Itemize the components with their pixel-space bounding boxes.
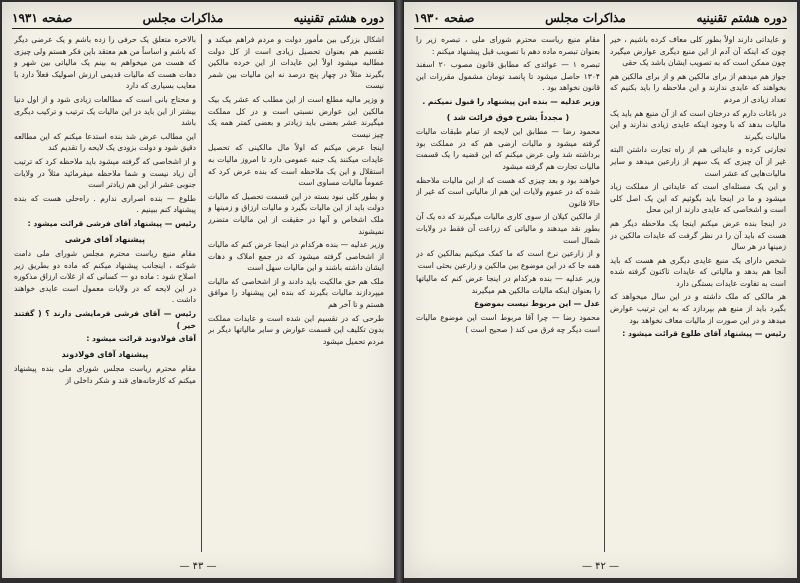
left-page-left-column <box>14 34 196 552</box>
left-session-label: دوره هشتم تقنینیه <box>293 11 384 25</box>
column-divider <box>604 34 605 552</box>
right-page <box>404 2 797 578</box>
paragraph: و این یک مسئله‌ای است که عایداتی از مملکت زیاد میشود و ما در اینجا باید بگوئیم که این یک اصل کلی است و اشخاصی که عایدی دارند از این محل <box>610 182 786 215</box>
proposal-text: مقام منیع ریاست محترم مجلس شورای ملی دامت شوکته ، اینجانب پیشنهاد میکنم که ماده دو بطریق زیر اصلاح شود : ماده دو — کسانی که از غلات ارزاق مذکوره در این لایحه که در ولایات معمول است عایدی خواهند داشت . <box>14 249 196 305</box>
right-page-right-column <box>610 34 786 552</box>
right-title: مذاکرات مجلس <box>545 11 626 25</box>
paragraph: و وزیر مالیه مطلع است از این مطلب که عشر یک بیک مالکین این عوارض نسبتی است و در کل مملکت میگیرند عشر بعضی باید زیادتر و بعضی کمتر همه یک چیز نیست <box>208 94 384 139</box>
proposal-heading: پیشنهاد آقای فولادوند <box>61 349 149 359</box>
paragraph: در اینجا بنده عرض میکنم اینجا یک ملاحظه دیگر هم هست که باید آن را در نظر گرفت که عایدات مالکین در زمینها در هر سال <box>610 218 786 252</box>
left-page-header <box>12 8 384 29</box>
right-page-header <box>414 8 787 29</box>
paragraph: در باغات دارم که درختان است که از آن منبع هم باید یک مالیات بدهد که با وجود اینکه عایدی زیادی ندارند و این مالیات بگیرند <box>610 108 786 141</box>
paragraph: ملک هم حق مالکیت باید دادند و از اشخاصی که مالیات میپردازند مالیات بگیرند که بنده این پیشنهاد را موافق هستم و تا آخر هم <box>208 276 384 310</box>
paragraph: از مالکین کیلان از سوی کاری مالیات میگیرند که ده یک آن بطور نقد میدهند و مالیاتی که زراعت آن فقط در ولایات شمال است <box>416 212 600 245</box>
paragraph: طلوع — بنده اصراری ندارم . راه‌حلی هست که بنده پیشنهاد کنم ببینیم . <box>14 193 196 215</box>
paragraph: و از زارعین نرخ است که ما کمک میکنیم بمالکین که در همه جا که در این موضوع بین مالکین و زارعین بحثی است <box>416 249 600 270</box>
paragraph: تبصره ۱ — عوائدی که مطابق قانون مصوب ۲۰ اسفند ۱۳۰۴ حاصل میشود تا پانصد تومان مشمول مقررات این قانون نخواهد بود . <box>416 60 600 93</box>
paragraph: و محتاج بانی است که مطالعات زیادی شود و از اول دنیا بیشتر از این باید در این مالیات یک ترتیب و ترکیب دیگری باشد <box>14 94 196 128</box>
speaker-line: رئیس — آقای فرشی فرمایشی دارند ؟ ( گفتند خیر ) <box>14 309 196 330</box>
left-page <box>2 2 394 578</box>
paragraph: این مطالب عرض شد بنده استدعا میکنم که این مطالعه دقیق شود و دولت بزودی یک لایحه را تقدیم کند <box>14 131 196 153</box>
paragraph: خواهند بود و بعد چیزی که هست که از این مالیات ملاحظه شده که در عموم ولایات این هم از مالیاتی است که غیر از حالا قانون <box>416 175 600 208</box>
paragraph: اشکال بزرگی بین مأمور دولت و مردم فراهم میکند و تقسیم هم بعنوان تحصیل زیادی است از کل دولت مطالبه میشود اولاً این عایدات از این خرده مالکین بگیرند مثلاً در چهار پنج درصد نه این مالیات بین شمر نیست <box>208 35 384 91</box>
paragraph: بالاخره متعلق یک حرفی را زده باشم و یک عرضی دیگر که باشم و اساساً من هم معتقد باین فکر هستم ولی چیزی که هست من میخواهم به بینم یک مالیاتی بین شهر و دهات هست که مالیات قدیمی ارزش اصولیک فعلاً دارد با معایب بسیاری که دارد <box>14 35 196 91</box>
paragraph: طرحی که در تقسیم این شده است و عایدات مملکت بدون تکلیف این قسمت عوارض و سایر مالیاتها دیگر بر مردم تحمیل میشود <box>208 313 384 346</box>
right-session-label: دوره هشتم تقنینیه <box>696 11 787 25</box>
paragraph: اینجا عرض میکنم که اولاً مال مالکینی که تحصیل عایدات میکنند یک جنبه عمومی دارد تا امروز مالیات به استقلال و این یک ملاحظه است که بنده عرض کرد که عموماً مالیات مساوی است <box>208 143 384 188</box>
column-divider <box>201 34 202 552</box>
speaker-line: رئیس — پیشنهاد آقای طلوع قرائت میشود : <box>622 329 786 339</box>
speaker-line: آقای فولادوند قرائت میشود : <box>86 334 196 344</box>
left-title: مذاکرات مجلس <box>142 11 224 25</box>
left-page-number: صفحه ۱۹۳۱ <box>12 11 73 25</box>
speaker-line: عدل — این مربوط نیست بموضوع <box>474 299 600 309</box>
right-page-footer: — ۴۲ — <box>581 561 620 572</box>
right-page-left-column <box>416 34 600 552</box>
proposal-text: مقام محترم ریاست مجلس شورای ملی بنده پیشنهاد میکنم که کارخانه‌های قند و شکر داخلی از <box>14 364 196 386</box>
book-gutter <box>394 0 404 583</box>
paragraph: هر مالکی که ملک داشته و در این سال میخواهد که بگیرد باید از منبع هم بپردازد که به این ترتیب عوارض میدهد و در این صورت از مالیات معاف نخواهد بود <box>610 292 786 325</box>
paragraph: محمود رضا — چرا آقا مربوط است این موضوع مالیات است دیگر چه فرق می کند ( صحیح است ) <box>416 313 600 334</box>
paragraph: و بطور کلی نبود بسته در این قسمت تحصیل که مالیات دولت باید از این مالیات بگیرد و مالیات ارزاق و زمینها و ملک اشخاص و آنها در حقیقت از این مالیات متضرر نمیشوند <box>208 191 384 236</box>
left-page-right-column <box>208 34 384 552</box>
paragraph: محمود رضا — مطابق این لایحه از تمام طبقات مالیات گرفته میشود و مالیات ارضی هم که در مملکت بود برداشته شد ولی عرض میکنم که این قضیه را یک قسمت مالیات تجارت هم گرفته میشود <box>416 127 600 171</box>
paragraph: تجارتی کرده و عایداتی هم از راه تجارت داشتن البته غیر از آن چیزی که یک سهم از زارعین میدهد و سایر مالیات‌هایی که عشر است <box>610 145 786 178</box>
paragraph: و از اشخاصی که گرفته میشود باید ملاحظه کرد که ترتیب آن زیاد نیست و شما ملاحظه میفرمائید مثلاً در ولایات جنوبی عشر از این هم زیادتر است <box>14 156 196 190</box>
paragraph: و عایداتی دارند اولاً بطور کلی معاف کرده باشیم ، خیر چون که اینکه آن آدم از این منبع دیگری عوارض میگیرد چون ممکن است که به تصویب ایشان باشد یک حقی <box>610 35 786 68</box>
speaker-line: رئیس — پیشنهاد آقای فرشی قرائت میشود : <box>27 218 196 228</box>
speaker-line: وزیر عدلیه — بنده این پیشنهاد را قبول نمیکنم . <box>422 96 600 106</box>
paragraph: جواز هم میدهم از برای مالکین هم و از برای مالکین هم بخواهند که عایدی ندارند و این ملاحظه را باید بکنیم که تعداد زیادی از مردم <box>610 71 786 104</box>
right-page-number: صفحه ۱۹۳۰ <box>414 11 475 25</box>
proposal-heading: پیشنهاد آقای فرشی <box>64 234 146 244</box>
left-page-footer: — ۴۳ — <box>179 561 217 572</box>
paragraph: مقام منیع ریاست محترم شورای ملی ، تبصره زیر را بعنوان تبصره ماده دهم با تصویب قبل پیشنهاد میکنم : <box>416 35 600 56</box>
paragraph: شخص دارای یک منبع عایدی دیگری هم هست که باید آنجا هم بدهد و مالیاتی که عایدات تاکنون گرفته شده است به تفاوت عایدات بستگی دارد <box>610 255 786 288</box>
note-line: ( مجدداً بشرح فوق قرائت شد ) <box>446 112 570 122</box>
paragraph: وزیر عدلیه — بنده هرکدام در اینجا عرض کنم که مالیات از اشخاصی گرفته میشود که در جمع املاک و دهات ایشان داشته باشند و این مالیات سهل است <box>208 240 384 273</box>
paragraph: وزیر عدلیه — بنده هرکدام در اینجا عرض کنم که مالیاتها را بعنوان اینکه مالیات مالکین هم میگیرند <box>416 274 600 295</box>
